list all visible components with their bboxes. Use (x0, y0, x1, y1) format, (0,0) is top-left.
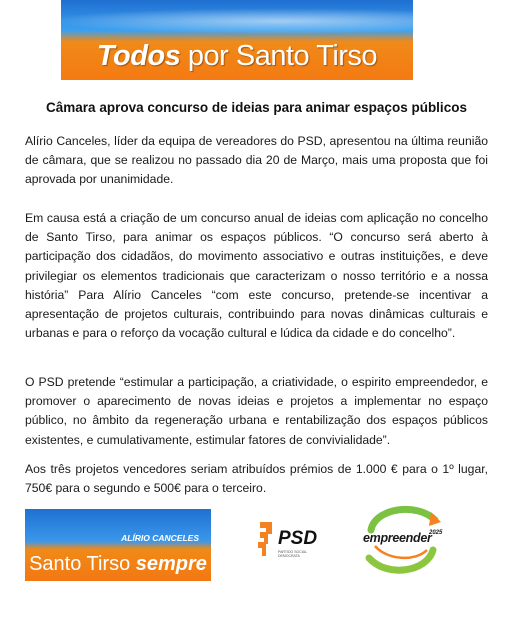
psd-text: PSD (278, 528, 318, 549)
article-paragraph: Aos três projetos vencedores seriam atribuídos prémios de 1.000 € para o 1º lugar, 750€ para o segundo e 500€ para o terceiro. (25, 462, 488, 496)
santo-tirso-sempre-logo (25, 509, 211, 581)
empreender-2025-logo (357, 500, 447, 580)
empreender-text: empreender (363, 531, 432, 545)
empreender-year: 2025 (429, 530, 443, 536)
article-paragraph: O PSD pretende “estimular a participação, a criatividade, o espirito empreendedor, e promover o aparecimento de novas ideias e projetos a implementar no espaço público, no âmbito da regeneração urbana e rentabilização dos espaços públicos existentes, e cumulativamente, estimular fatores de convivialidade”. (25, 375, 488, 447)
slogan-regular: Santo Tirso (29, 553, 136, 575)
banner-title (61, 40, 413, 73)
psd-logo (256, 518, 326, 562)
header-banner (61, 0, 413, 80)
slogan (25, 553, 211, 576)
slogan-bold: sempre (135, 553, 207, 575)
article-paragraph: Alírio Canceles, líder da equipa de vereadores do PSD, apresentou na última reunião de câmara, que se realizou no passado dia 20 de Março, mais uma proposta que foi aprovada por unanimidade. (25, 134, 488, 187)
banner-title-rest: por Santo Tirso (180, 40, 378, 72)
banner-title-bold: Todos (96, 40, 181, 72)
article-paragraph: Em causa está a criação de um concurso anual de ideias com aplicação no concelho de Santo Tirso, para animar os espaços públicos. “O concurso será aberto à participação dos cidadãos, do movimento associativo e outras instituições, e deve privilegiar os elementos tradicionais que caracterizam o nosso território e a nossa história” Para Alírio Canceles “com este concurso, pretende-se incentivar a apresentação de projetos culturais, contribuindo para novas dinâmicas culturais e urbanas e para o reforço da vocação cultural e lúdica da cidade e do concelho”. (25, 211, 488, 341)
article-headline: Câmara aprova concurso de ideias para animar espaços públicos (46, 100, 467, 115)
candidate-name: ALÍRIO CANCELES (121, 533, 199, 543)
psd-subtext: PARTIDO SOCIAL DEMOCRATA (278, 550, 307, 558)
psd-arrows-icon (256, 520, 278, 560)
banner-light-streak (61, 8, 413, 34)
